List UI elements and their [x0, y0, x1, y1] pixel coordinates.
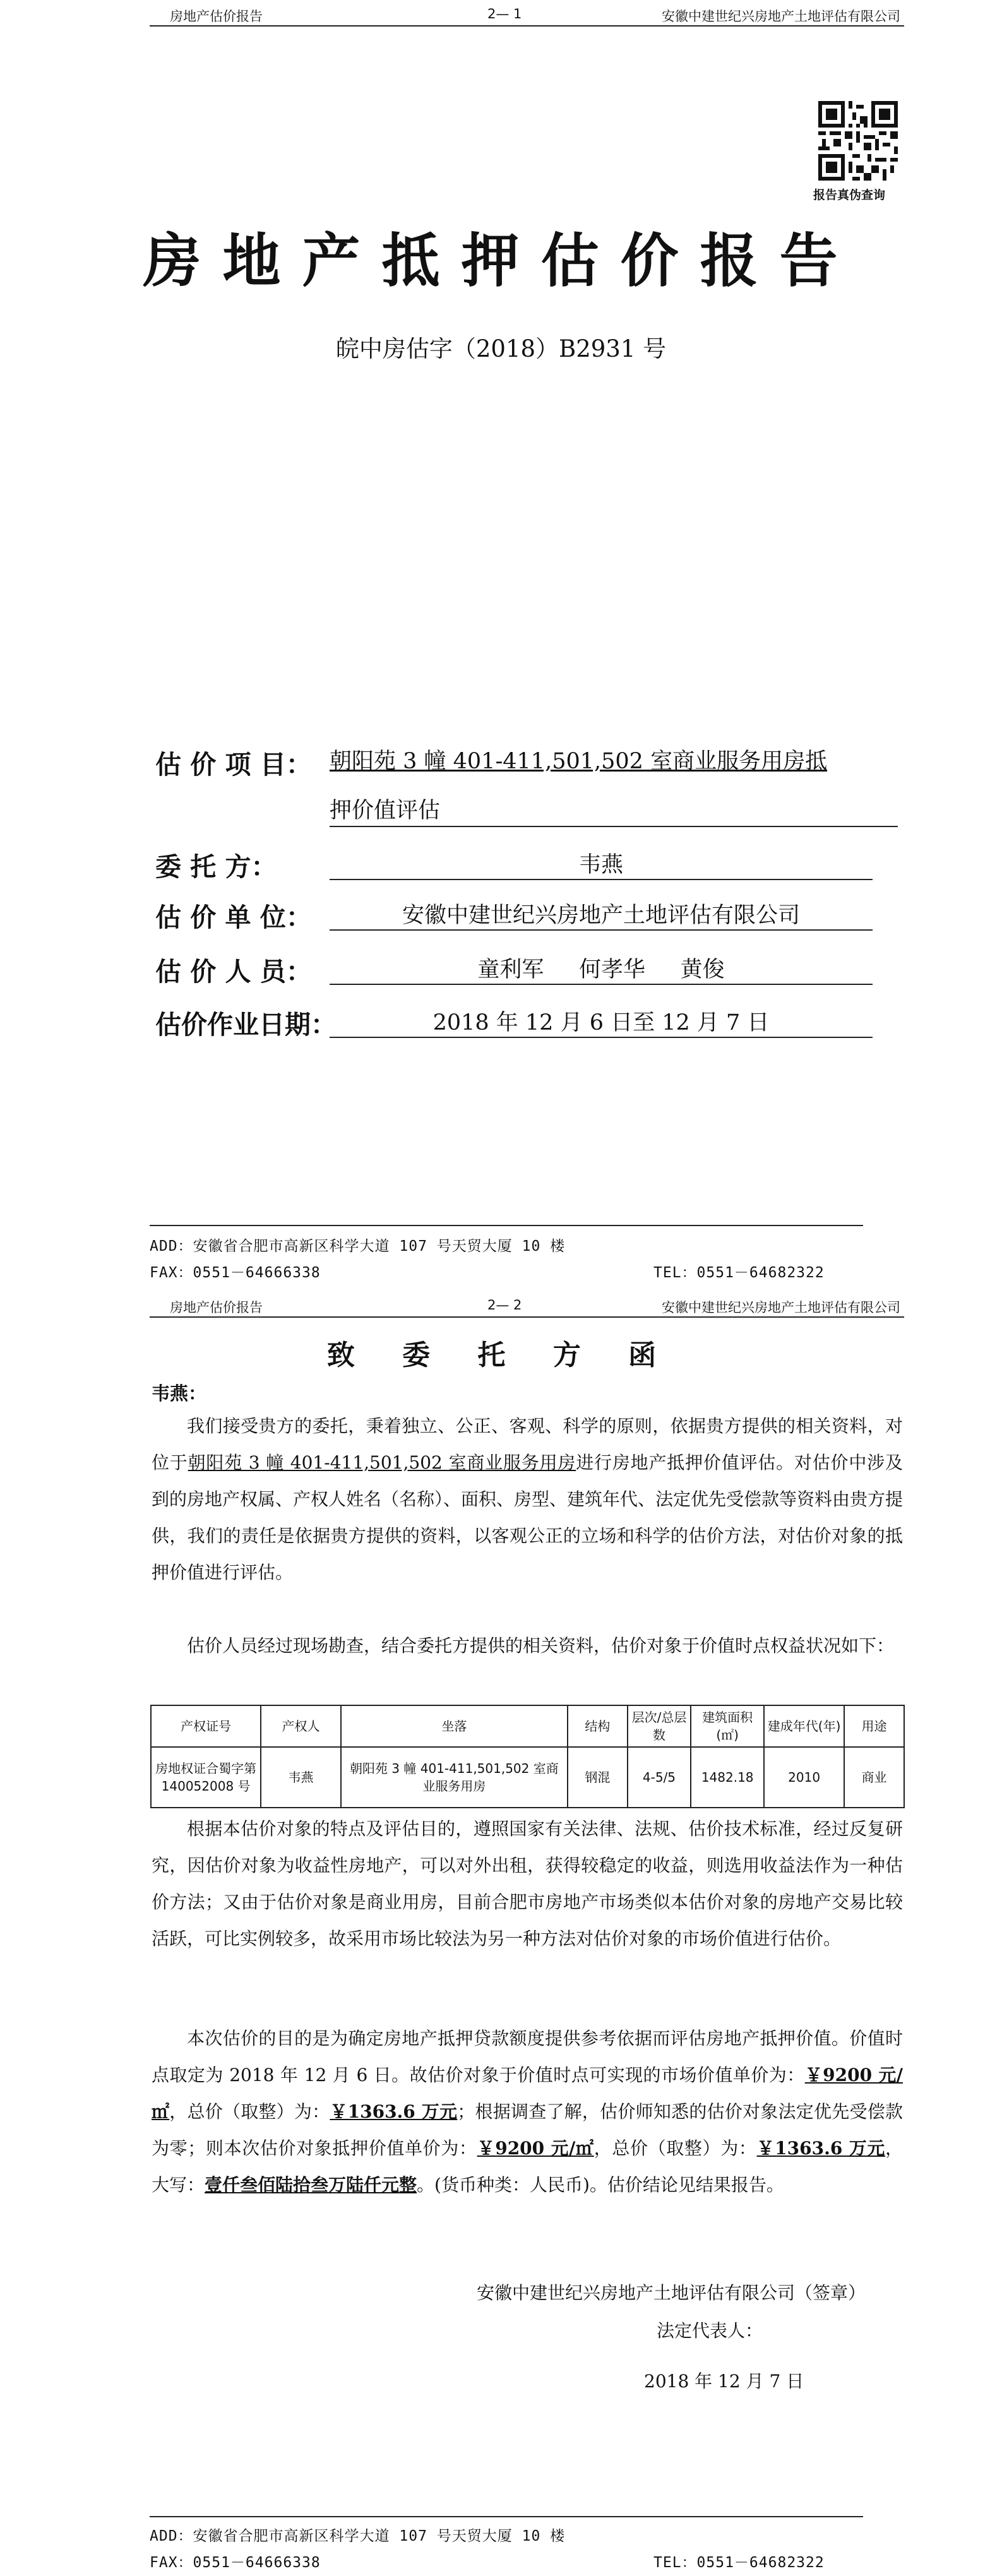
- table-cell: 2010: [764, 1747, 844, 1808]
- table-cell: 商业: [844, 1747, 904, 1808]
- field-value-appraisers: 童利军 何孝华 黄俊: [330, 952, 873, 985]
- p1-property-address: 朝阳苑 3 幢 401-411,501,502 室商业服务用房: [188, 1452, 576, 1473]
- table-header-cell: 坐落: [341, 1705, 568, 1747]
- legal-representative-label: 法定代表人：: [657, 2320, 763, 2341]
- market-unit-price: ￥9200 元/㎡: [152, 2065, 904, 2122]
- field-value-date: 2018 年 12 月 6 日至 12 月 7 日: [330, 1005, 873, 1038]
- p1-text-b: 进行房地产抵押价值评估。对估价中涉及到的房地产权属、产权人姓名（名称）、面积、房型、建筑年代、法定优先受偿款等资料由贵方提供，我们的责任是依据贵方提供的资料，以客观公正的立场和科学的估价方法，对估价对象的抵押价值进行评估。: [152, 1452, 904, 1583]
- table-header-cell: 用途: [844, 1705, 904, 1747]
- field-value-project-line2: 押价值评估: [330, 793, 898, 827]
- document-number: 皖中房估字（2018）B2931 号: [335, 335, 667, 362]
- header-page-number: 2— 1: [487, 6, 522, 21]
- p1-text-a: 我们接受贵方的委托，秉着独立、公正、客观、科学的原则，依据贵方提供的相关资料，对位于: [152, 1416, 903, 1473]
- letter-paragraph-3: 根据本估价对象的特点及评估目的，遵照国家有关法律、法规、估价技术标准，经过反复研究，因估价对象为收益性房地产，可以对外出租，获得较稳定的收益，则选用收益法作为一种估价方法；又由于估价对象是商业用房，目前合肥市房地产市场类似本估价对象的房地产交易比较活跃，可比实例较多，故采用市场比较法为另一种方法对估价对象的市场价值进行估价。: [152, 1818, 903, 1949]
- header-left: 房地产估价报告: [170, 9, 263, 24]
- p4-text-b: ，总价（取整）为：: [169, 2101, 330, 2122]
- p4-text-d: ，总价（取整）为：: [593, 2138, 757, 2159]
- table-cell: 房地权证合蜀字第 140052008 号: [151, 1747, 261, 1808]
- table-header-cell: 建成年代(年): [764, 1705, 844, 1747]
- page-header: [150, 0, 904, 27]
- report-title: 房地产抵押估价报告: [143, 227, 859, 295]
- field-label-appraisers: 估 价 人 员：: [155, 957, 312, 987]
- header-page-number: 2— 2: [487, 1297, 522, 1313]
- header-company: 安徽中建世纪兴房地产土地评估有限公司: [662, 9, 900, 24]
- field-value-project-line1: 朝阳苑 3 幢 401-411,501,502 室商业服务用房抵: [330, 749, 828, 774]
- signer-company: 安徽中建世纪兴房地产土地评估有限公司（签章）: [477, 2282, 866, 2303]
- p4-text-f: 。(货币种类：人民币)。估价结论见结果报告。: [417, 2174, 784, 2195]
- footer-tel: TEL：0551－64682322: [653, 1265, 825, 1281]
- field-label-client: 委 托 方：: [155, 852, 277, 882]
- field-label-date: 估价作业日期：: [155, 1010, 337, 1040]
- p4-text-e: ，大写：: [152, 2138, 903, 2195]
- p4-text-c: ；根据调查了解，估价师知悉的估价对象法定优先受偿款为零；则本次估价对象抵押价值单价为：: [152, 2101, 903, 2159]
- footer-tel: TEL：0551－64682322: [653, 2555, 825, 2571]
- field-value-appraiser-unit: 安徽中建世纪兴房地产土地评估有限公司: [330, 898, 873, 931]
- table-cell: 1482.18: [691, 1747, 764, 1808]
- table-cell: 朝阳苑 3 幢 401-411,501,502 室商业服务用房: [341, 1747, 568, 1808]
- page-header: [150, 1291, 904, 1318]
- mortgage-total-chinese: 壹仟叁佰陆拾叁万陆仟元整: [205, 2174, 417, 2195]
- table-header-cell: 产权证号: [151, 1705, 261, 1747]
- table-header-cell: 结构: [568, 1705, 628, 1747]
- table-cell: 韦燕: [261, 1747, 341, 1808]
- table-header-row: [151, 1705, 904, 1747]
- mortgage-total-price: ￥1363.6 万元: [756, 2138, 885, 2159]
- letter-paragraph-2: 估价人员经过现场勘查，结合委托方提供的相关资料，估价对象于价值时点权益状况如下：: [187, 1635, 895, 1656]
- table-header-cell: 层次/总层数: [628, 1705, 691, 1747]
- signature-date: 2018 年 12 月 7 日: [644, 2371, 804, 2392]
- table-cell: 钢混: [568, 1747, 628, 1808]
- property-table: [150, 1705, 905, 1808]
- qr-code-icon[interactable]: [818, 101, 898, 181]
- letter-paragraph-4: [152, 2020, 903, 2203]
- header-company: 安徽中建世纪兴房地产土地评估有限公司: [662, 1300, 900, 1315]
- table-header-cell: 建筑面积(㎡): [691, 1705, 764, 1747]
- field-label-project: 估 价 项 目：: [155, 749, 312, 780]
- field-value-client: 韦燕: [330, 847, 873, 880]
- footer-rule: [150, 1225, 863, 1226]
- letter-paragraph-1: [152, 1408, 903, 1591]
- footer-fax: FAX：0551－64666338: [150, 1265, 321, 1281]
- footer-address: ADD：安徽省合肥市高新区科学大道 107 号天贸大厦 10 楼: [150, 1238, 566, 1255]
- market-total-price: ￥1363.6 万元: [330, 2101, 458, 2122]
- table-cell: 4-5/5: [628, 1747, 691, 1808]
- table-row: [151, 1747, 904, 1808]
- field-label-appraiser-unit: 估 价 单 位：: [155, 902, 312, 933]
- footer-rule: [150, 2516, 863, 2517]
- p4-text-a: 本次估价的目的是为确定房地产抵押贷款额度提供参考依据而评估房地产抵押价值。价值时点取定为 2018 年 12 月 6 日。故估价对象于价值时点可实现的市场价值单价为：: [152, 2028, 903, 2085]
- letter-salutation: 韦燕：: [152, 1383, 207, 1404]
- mortgage-unit-price: ￥9200 元/㎡: [477, 2138, 594, 2159]
- qr-caption: 报告真伪查询: [813, 188, 886, 202]
- table-header-cell: 产权人: [261, 1705, 341, 1747]
- qr-block: [813, 101, 898, 203]
- header-left: 房地产估价报告: [170, 1300, 263, 1315]
- footer-fax: FAX：0551－64666338: [150, 2555, 321, 2571]
- letter-title: 致 委 托 方 函: [326, 1339, 676, 1371]
- footer-address: ADD：安徽省合肥市高新区科学大道 107 号天贸大厦 10 楼: [150, 2528, 566, 2544]
